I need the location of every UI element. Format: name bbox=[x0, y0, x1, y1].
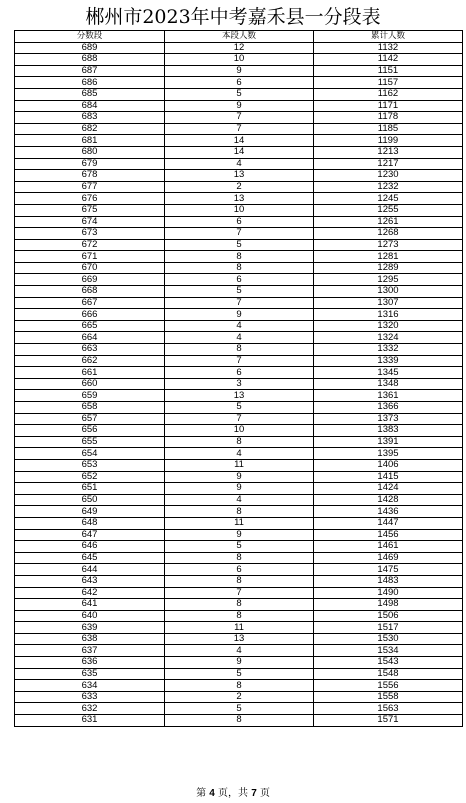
score-cell: 681 bbox=[15, 135, 165, 147]
table-row bbox=[15, 286, 463, 298]
count-cell: 6 bbox=[165, 274, 314, 286]
cumulative-cell: 1436 bbox=[314, 506, 463, 518]
count-cell: 8 bbox=[165, 599, 314, 611]
table-row bbox=[15, 204, 463, 216]
cumulative-cell: 1383 bbox=[314, 425, 463, 437]
cumulative-cell: 1543 bbox=[314, 657, 463, 669]
score-cell: 644 bbox=[15, 564, 165, 576]
table-row bbox=[15, 459, 463, 471]
score-cell: 631 bbox=[15, 715, 165, 727]
footer-prefix: 第 bbox=[196, 788, 207, 799]
score-cell: 646 bbox=[15, 541, 165, 553]
table-row bbox=[15, 158, 463, 170]
count-cell: 4 bbox=[165, 448, 314, 460]
table-row bbox=[15, 355, 463, 367]
score-cell: 638 bbox=[15, 633, 165, 645]
score-cell: 686 bbox=[15, 77, 165, 89]
table-header-row bbox=[15, 31, 463, 43]
table-row bbox=[15, 88, 463, 100]
score-cell: 675 bbox=[15, 204, 165, 216]
cumulative-cell: 1151 bbox=[314, 65, 463, 77]
cumulative-cell: 1395 bbox=[314, 448, 463, 460]
total-page-number: 7 bbox=[251, 788, 257, 799]
cumulative-cell: 1268 bbox=[314, 228, 463, 240]
table-row bbox=[15, 309, 463, 321]
cumulative-cell: 1307 bbox=[314, 297, 463, 309]
count-cell: 9 bbox=[165, 529, 314, 541]
score-cell: 666 bbox=[15, 309, 165, 321]
score-cell: 673 bbox=[15, 228, 165, 240]
count-cell: 7 bbox=[165, 228, 314, 240]
count-cell: 13 bbox=[165, 633, 314, 645]
table-row bbox=[15, 483, 463, 495]
count-cell: 11 bbox=[165, 459, 314, 471]
score-cell: 661 bbox=[15, 367, 165, 379]
score-cell: 679 bbox=[15, 158, 165, 170]
count-cell: 7 bbox=[165, 355, 314, 367]
table-row bbox=[15, 100, 463, 112]
score-cell: 641 bbox=[15, 599, 165, 611]
count-cell: 4 bbox=[165, 158, 314, 170]
count-cell: 8 bbox=[165, 251, 314, 263]
score-cell: 637 bbox=[15, 645, 165, 657]
count-cell: 2 bbox=[165, 181, 314, 193]
score-cell: 671 bbox=[15, 251, 165, 263]
score-cell: 635 bbox=[15, 668, 165, 680]
score-cell: 652 bbox=[15, 471, 165, 483]
count-cell: 8 bbox=[165, 552, 314, 564]
table-row bbox=[15, 494, 463, 506]
score-cell: 653 bbox=[15, 459, 165, 471]
table-row bbox=[15, 599, 463, 611]
count-cell: 8 bbox=[165, 610, 314, 622]
count-cell: 14 bbox=[165, 146, 314, 158]
score-cell: 689 bbox=[15, 42, 165, 54]
count-cell: 7 bbox=[165, 587, 314, 599]
count-cell: 4 bbox=[165, 645, 314, 657]
table-row bbox=[15, 228, 463, 240]
count-cell: 9 bbox=[165, 65, 314, 77]
cumulative-cell: 1461 bbox=[314, 541, 463, 553]
score-cell: 656 bbox=[15, 425, 165, 437]
cumulative-cell: 1261 bbox=[314, 216, 463, 228]
table-row bbox=[15, 274, 463, 286]
cumulative-cell: 1142 bbox=[314, 54, 463, 66]
cumulative-cell: 1345 bbox=[314, 367, 463, 379]
score-cell: 655 bbox=[15, 436, 165, 448]
table-row bbox=[15, 517, 463, 529]
score-cell: 687 bbox=[15, 65, 165, 77]
score-cell: 672 bbox=[15, 239, 165, 251]
table-row bbox=[15, 170, 463, 182]
table-row bbox=[15, 54, 463, 66]
table-row bbox=[15, 645, 463, 657]
cumulative-cell: 1530 bbox=[314, 633, 463, 645]
count-cell: 3 bbox=[165, 378, 314, 390]
cumulative-cell: 1490 bbox=[314, 587, 463, 599]
table-row bbox=[15, 181, 463, 193]
table-row bbox=[15, 633, 463, 645]
cumulative-cell: 1428 bbox=[314, 494, 463, 506]
cumulative-cell: 1178 bbox=[314, 112, 463, 124]
score-cell: 688 bbox=[15, 54, 165, 66]
score-cell: 683 bbox=[15, 112, 165, 124]
table-row bbox=[15, 367, 463, 379]
count-cell: 10 bbox=[165, 204, 314, 216]
table-row bbox=[15, 575, 463, 587]
cumulative-cell: 1339 bbox=[314, 355, 463, 367]
count-cell: 8 bbox=[165, 506, 314, 518]
score-cell: 650 bbox=[15, 494, 165, 506]
table-row bbox=[15, 193, 463, 205]
score-cell: 663 bbox=[15, 344, 165, 356]
count-cell: 5 bbox=[165, 402, 314, 414]
count-cell: 7 bbox=[165, 297, 314, 309]
count-cell: 13 bbox=[165, 170, 314, 182]
cumulative-cell: 1273 bbox=[314, 239, 463, 251]
count-cell: 14 bbox=[165, 135, 314, 147]
cumulative-cell: 1232 bbox=[314, 181, 463, 193]
table-row bbox=[15, 657, 463, 669]
column-header-cumulative: 累计人数 bbox=[314, 31, 463, 43]
count-cell: 7 bbox=[165, 112, 314, 124]
count-cell: 9 bbox=[165, 309, 314, 321]
cumulative-cell: 1230 bbox=[314, 170, 463, 182]
count-cell: 13 bbox=[165, 193, 314, 205]
cumulative-cell: 1320 bbox=[314, 320, 463, 332]
table-row bbox=[15, 680, 463, 692]
table-row bbox=[15, 587, 463, 599]
count-cell: 5 bbox=[165, 239, 314, 251]
count-cell: 4 bbox=[165, 494, 314, 506]
score-cell: 649 bbox=[15, 506, 165, 518]
current-page-number: 4 bbox=[209, 788, 215, 799]
cumulative-cell: 1332 bbox=[314, 344, 463, 356]
cumulative-cell: 1571 bbox=[314, 715, 463, 727]
table-row bbox=[15, 564, 463, 576]
score-cell: 662 bbox=[15, 355, 165, 367]
table-row bbox=[15, 413, 463, 425]
cumulative-cell: 1548 bbox=[314, 668, 463, 680]
table-row bbox=[15, 216, 463, 228]
cumulative-cell: 1295 bbox=[314, 274, 463, 286]
count-cell: 2 bbox=[165, 691, 314, 703]
count-cell: 6 bbox=[165, 367, 314, 379]
table-row bbox=[15, 552, 463, 564]
table-row bbox=[15, 378, 463, 390]
cumulative-cell: 1217 bbox=[314, 158, 463, 170]
score-cell: 632 bbox=[15, 703, 165, 715]
count-cell: 10 bbox=[165, 54, 314, 66]
score-cell: 668 bbox=[15, 286, 165, 298]
count-cell: 12 bbox=[165, 42, 314, 54]
table-row bbox=[15, 332, 463, 344]
count-cell: 8 bbox=[165, 262, 314, 274]
cumulative-cell: 1289 bbox=[314, 262, 463, 274]
table-row bbox=[15, 135, 463, 147]
cumulative-cell: 1348 bbox=[314, 378, 463, 390]
cumulative-cell: 1171 bbox=[314, 100, 463, 112]
count-cell: 6 bbox=[165, 77, 314, 89]
table-row bbox=[15, 297, 463, 309]
score-cell: 634 bbox=[15, 680, 165, 692]
count-cell: 6 bbox=[165, 216, 314, 228]
table-row bbox=[15, 425, 463, 437]
cumulative-cell: 1563 bbox=[314, 703, 463, 715]
table-row bbox=[15, 112, 463, 124]
page-title: 郴州市2023年中考嘉禾县一分段表 bbox=[85, 6, 381, 28]
table-row bbox=[15, 390, 463, 402]
cumulative-cell: 1324 bbox=[314, 332, 463, 344]
count-cell: 7 bbox=[165, 413, 314, 425]
score-cell: 654 bbox=[15, 448, 165, 460]
score-distribution-table bbox=[14, 30, 463, 727]
cumulative-cell: 1534 bbox=[314, 645, 463, 657]
cumulative-cell: 1391 bbox=[314, 436, 463, 448]
count-cell: 4 bbox=[165, 320, 314, 332]
table-row bbox=[15, 146, 463, 158]
count-cell: 9 bbox=[165, 471, 314, 483]
score-cell: 658 bbox=[15, 402, 165, 414]
cumulative-cell: 1415 bbox=[314, 471, 463, 483]
count-cell: 8 bbox=[165, 715, 314, 727]
count-cell: 11 bbox=[165, 517, 314, 529]
score-cell: 674 bbox=[15, 216, 165, 228]
cumulative-cell: 1475 bbox=[314, 564, 463, 576]
cumulative-cell: 1498 bbox=[314, 599, 463, 611]
count-cell: 8 bbox=[165, 344, 314, 356]
cumulative-cell: 1162 bbox=[314, 88, 463, 100]
table-row bbox=[15, 622, 463, 634]
count-cell: 5 bbox=[165, 88, 314, 100]
count-cell: 9 bbox=[165, 100, 314, 112]
cumulative-cell: 1185 bbox=[314, 123, 463, 135]
table-row bbox=[15, 77, 463, 89]
cumulative-cell: 1281 bbox=[314, 251, 463, 263]
score-cell: 682 bbox=[15, 123, 165, 135]
cumulative-cell: 1199 bbox=[314, 135, 463, 147]
cumulative-cell: 1556 bbox=[314, 680, 463, 692]
table-row bbox=[15, 65, 463, 77]
table-row bbox=[15, 448, 463, 460]
score-cell: 639 bbox=[15, 622, 165, 634]
cumulative-cell: 1558 bbox=[314, 691, 463, 703]
score-cell: 667 bbox=[15, 297, 165, 309]
table-row bbox=[15, 123, 463, 135]
table-body bbox=[15, 42, 463, 726]
cumulative-cell: 1255 bbox=[314, 204, 463, 216]
cumulative-cell: 1406 bbox=[314, 459, 463, 471]
count-cell: 8 bbox=[165, 680, 314, 692]
count-cell: 5 bbox=[165, 703, 314, 715]
table-row bbox=[15, 42, 463, 54]
count-cell: 11 bbox=[165, 622, 314, 634]
count-cell: 5 bbox=[165, 668, 314, 680]
score-cell: 645 bbox=[15, 552, 165, 564]
table-row bbox=[15, 262, 463, 274]
score-cell: 669 bbox=[15, 274, 165, 286]
table-row bbox=[15, 610, 463, 622]
score-cell: 648 bbox=[15, 517, 165, 529]
score-cell: 684 bbox=[15, 100, 165, 112]
count-cell: 10 bbox=[165, 425, 314, 437]
count-cell: 4 bbox=[165, 332, 314, 344]
table-row bbox=[15, 251, 463, 263]
cumulative-cell: 1213 bbox=[314, 146, 463, 158]
count-cell: 7 bbox=[165, 123, 314, 135]
score-cell: 670 bbox=[15, 262, 165, 274]
score-cell: 642 bbox=[15, 587, 165, 599]
count-cell: 9 bbox=[165, 483, 314, 495]
score-cell: 685 bbox=[15, 88, 165, 100]
cumulative-cell: 1132 bbox=[314, 42, 463, 54]
table-row bbox=[15, 344, 463, 356]
table-row bbox=[15, 715, 463, 727]
table-row bbox=[15, 506, 463, 518]
count-cell: 6 bbox=[165, 564, 314, 576]
cumulative-cell: 1424 bbox=[314, 483, 463, 495]
cumulative-cell: 1245 bbox=[314, 193, 463, 205]
cumulative-cell: 1300 bbox=[314, 286, 463, 298]
table-row bbox=[15, 402, 463, 414]
score-cell: 647 bbox=[15, 529, 165, 541]
score-cell: 665 bbox=[15, 320, 165, 332]
table-row bbox=[15, 541, 463, 553]
cumulative-cell: 1373 bbox=[314, 413, 463, 425]
cumulative-cell: 1483 bbox=[314, 575, 463, 587]
score-cell: 678 bbox=[15, 170, 165, 182]
score-cell: 636 bbox=[15, 657, 165, 669]
footer-middle: 页，共 bbox=[218, 788, 248, 799]
column-header-count: 本段人数 bbox=[165, 31, 314, 43]
table-row bbox=[15, 668, 463, 680]
count-cell: 5 bbox=[165, 286, 314, 298]
cumulative-cell: 1361 bbox=[314, 390, 463, 402]
score-cell: 633 bbox=[15, 691, 165, 703]
cumulative-cell: 1447 bbox=[314, 517, 463, 529]
score-cell: 664 bbox=[15, 332, 165, 344]
table-row bbox=[15, 691, 463, 703]
count-cell: 8 bbox=[165, 436, 314, 448]
count-cell: 5 bbox=[165, 541, 314, 553]
table-row bbox=[15, 320, 463, 332]
table-row bbox=[15, 436, 463, 448]
count-cell: 9 bbox=[165, 657, 314, 669]
score-cell: 657 bbox=[15, 413, 165, 425]
table-row bbox=[15, 529, 463, 541]
cumulative-cell: 1366 bbox=[314, 402, 463, 414]
count-cell: 13 bbox=[165, 390, 314, 402]
score-cell: 643 bbox=[15, 575, 165, 587]
table-row bbox=[15, 703, 463, 715]
table-row bbox=[15, 239, 463, 251]
cumulative-cell: 1157 bbox=[314, 77, 463, 89]
score-cell: 640 bbox=[15, 610, 165, 622]
count-cell: 8 bbox=[165, 575, 314, 587]
cumulative-cell: 1469 bbox=[314, 552, 463, 564]
cumulative-cell: 1517 bbox=[314, 622, 463, 634]
footer-suffix: 页 bbox=[259, 788, 270, 799]
score-cell: 659 bbox=[15, 390, 165, 402]
cumulative-cell: 1316 bbox=[314, 309, 463, 321]
score-cell: 680 bbox=[15, 146, 165, 158]
table-row bbox=[15, 471, 463, 483]
score-cell: 676 bbox=[15, 193, 165, 205]
score-cell: 651 bbox=[15, 483, 165, 495]
score-cell: 677 bbox=[15, 181, 165, 193]
cumulative-cell: 1456 bbox=[314, 529, 463, 541]
column-header-score: 分数段 bbox=[15, 31, 165, 43]
cumulative-cell: 1506 bbox=[314, 610, 463, 622]
page-footer bbox=[0, 788, 466, 800]
score-cell: 660 bbox=[15, 378, 165, 390]
